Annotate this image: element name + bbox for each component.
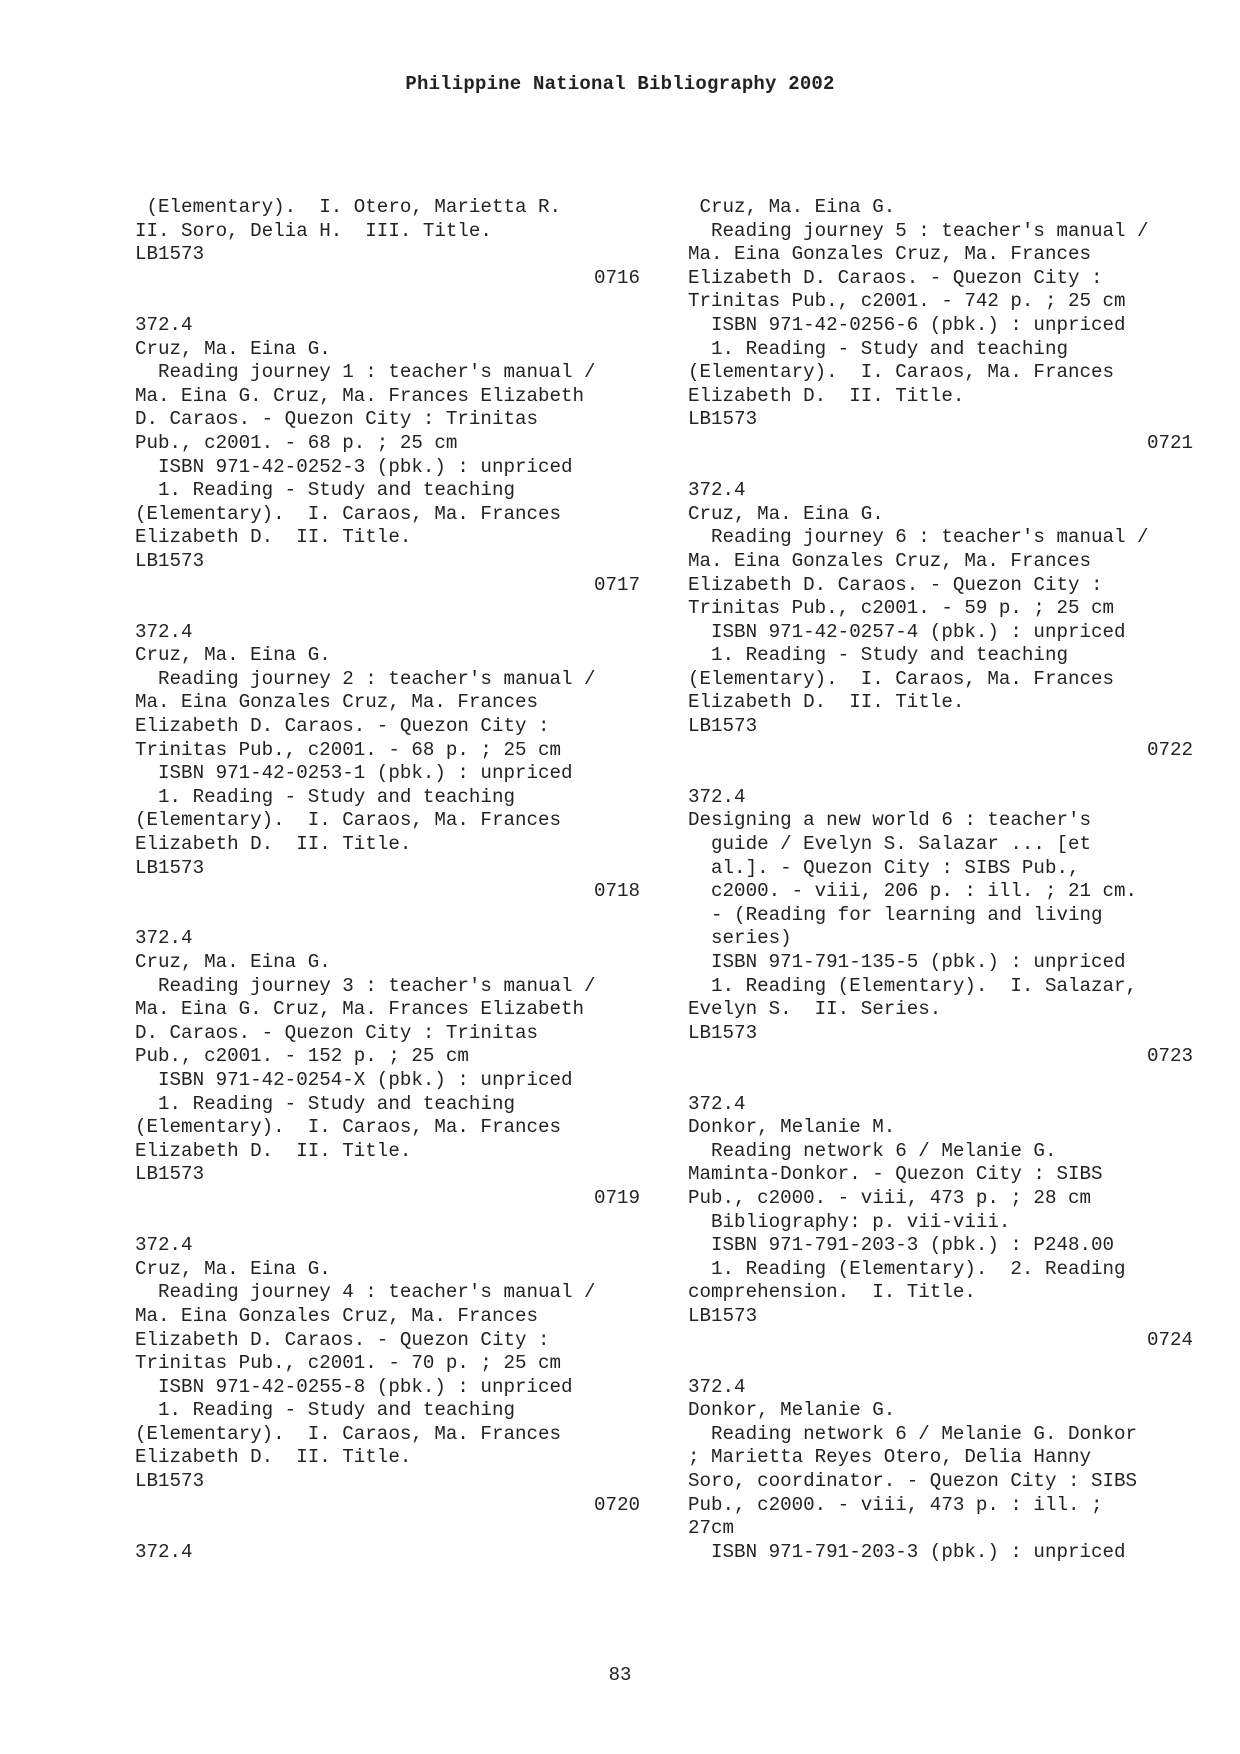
entry-line: series) xyxy=(688,927,792,950)
entry-line: Trinitas Pub., c2001. - 68 p. ; 25 cm xyxy=(135,738,562,761)
entry-line: 372.4 xyxy=(135,927,193,950)
entry-line: 372.4 xyxy=(135,620,193,643)
entry-line: ISBN 971-42-0256-6 (pbk.) : unpriced xyxy=(688,313,1126,336)
entry-line: Pub., c2001. - 68 p. ; 25 cm xyxy=(135,431,458,454)
entry-line: Ma. Eina Gonzales Cruz, Ma. Frances xyxy=(688,243,1092,266)
blank-line xyxy=(688,762,1193,786)
entry-line: (Elementary). I. Caraos, Ma. Frances xyxy=(135,1422,562,1445)
entry-line: c2000. - viii, 206 p. : ill. ; 21 cm. xyxy=(688,880,1138,903)
entry-line: 372.4 xyxy=(135,313,193,336)
entry-line: guide / Evelyn S. Salazar ... [et xyxy=(688,833,1092,856)
blank-line xyxy=(688,1069,1193,1093)
entry-line: Reading journey 1 : teacher's manual / xyxy=(135,361,596,384)
entry-line: Soro, coordinator. - Quezon City : SIBS xyxy=(688,1470,1138,1493)
entry-line: II. Soro, Delia H. III. Title. xyxy=(135,219,492,242)
entry-line: (Elementary). I. Caraos, Ma. Frances xyxy=(135,502,562,525)
blank-line xyxy=(688,1352,1193,1376)
page-title: Philippine National Bibliography 2002 xyxy=(405,73,835,95)
entry-line: Reading journey 6 : teacher's manual / xyxy=(688,526,1149,549)
entry-line: ISBN 971-42-0252-3 (pbk.) : unpriced xyxy=(135,455,573,478)
entry-line: LB1573 xyxy=(135,549,205,572)
entry-line: Ma. Eina G. Cruz, Ma. Frances Elizabeth xyxy=(135,998,585,1021)
blank-line xyxy=(135,290,640,314)
entry-line: Trinitas Pub., c2001. - 59 p. ; 25 cm xyxy=(688,597,1115,620)
entry-line: Pub., c2000. - viii, 473 p. : ill. ; xyxy=(688,1493,1103,1516)
entry-line: Cruz, Ma. Eina G. xyxy=(135,1257,331,1280)
entry-line: 1. Reading - Study and teaching xyxy=(688,644,1068,667)
entry-line: comprehension. I. Title. xyxy=(688,1281,976,1304)
entry-line: Elizabeth D. II. Title. xyxy=(688,691,965,714)
entry-line: ; Marietta Reyes Otero, Delia Hanny xyxy=(688,1446,1092,1469)
right-column xyxy=(688,196,1193,1564)
entry-line: LB1573 xyxy=(135,856,205,879)
entry-line: Cruz, Ma. Eina G. xyxy=(688,502,884,525)
entry-number: 0722 xyxy=(1146,738,1193,761)
entry-line: 1. Reading - Study and teaching xyxy=(135,1399,515,1422)
entry-line: ISBN 971-42-0253-1 (pbk.) : unpriced xyxy=(135,762,573,785)
entry-line: Reading network 6 / Melanie G. Donkor xyxy=(688,1422,1138,1445)
entry-line: 372.4 xyxy=(135,1540,193,1563)
entry-line: Elizabeth D. II. Title. xyxy=(135,833,412,856)
entry-line: Elizabeth D. Caraos. - Quezon City : xyxy=(688,266,1103,289)
entry-line: Elizabeth D. II. Title. xyxy=(135,1139,412,1162)
entry-line: Cruz, Ma. Eina G. xyxy=(135,337,331,360)
entry-line: - (Reading for learning and living xyxy=(688,903,1103,926)
entry-line: Ma. Eina Gonzales Cruz, Ma. Frances xyxy=(135,1304,539,1327)
entry-line: 372.4 xyxy=(688,785,746,808)
entry-line: 1. Reading - Study and teaching xyxy=(135,479,515,502)
entry-line: LB1573 xyxy=(135,243,205,266)
entry-line: Donkor, Melanie M. xyxy=(688,1116,896,1139)
entry-number: 0718 xyxy=(593,880,640,903)
entry-line: Ma. Eina G. Cruz, Ma. Frances Elizabeth xyxy=(135,384,585,407)
entry-line: 1. Reading (Elementary). 2. Reading xyxy=(688,1257,1126,1280)
blank-line xyxy=(135,904,640,928)
entry-number: 0720 xyxy=(593,1493,640,1516)
entry-line: (Elementary). I. Caraos, Ma. Frances xyxy=(135,809,562,832)
entry-line: ISBN 971-42-0255-8 (pbk.) : unpriced xyxy=(135,1375,573,1398)
entry-line: Reading network 6 / Melanie G. xyxy=(688,1139,1057,1162)
entry-line: Elizabeth D. Caraos. - Quezon City : xyxy=(135,1328,550,1351)
entry-number: 0716 xyxy=(593,266,640,289)
entry-line: (Elementary). I. Caraos, Ma. Frances xyxy=(135,1116,562,1139)
blank-line xyxy=(135,597,640,621)
entry-line: LB1573 xyxy=(688,1021,758,1044)
entry-line: LB1573 xyxy=(688,408,758,431)
entry-line: D. Caraos. - Quezon City : Trinitas xyxy=(135,408,539,431)
entry-line: ISBN 971-42-0254-X (pbk.) : unpriced xyxy=(135,1068,573,1091)
entry-line: D. Caraos. - Quezon City : Trinitas xyxy=(135,1021,539,1044)
entry-line: ISBN 971-791-203-3 (pbk.) : P248.00 xyxy=(688,1234,1115,1257)
entry-line: 372.4 xyxy=(688,1092,746,1115)
entry-line: (Elementary). I. Caraos, Ma. Frances xyxy=(688,667,1115,690)
blank-line xyxy=(135,1517,640,1541)
entry-line: Cruz, Ma. Eina G. xyxy=(135,951,331,973)
entry-line: (Elementary). I. Otero, Marietta R. xyxy=(135,196,562,218)
entry-line: 372.4 xyxy=(135,1234,193,1257)
entry-number: 0721 xyxy=(1146,431,1193,454)
entry-line: Cruz, Ma. Eina G. xyxy=(688,196,896,218)
entry-line: Donkor, Melanie G. xyxy=(688,1399,896,1422)
entry-line: 1. Reading (Elementary). I. Salazar, xyxy=(688,974,1138,997)
entry-line: Pub., c2001. - 152 p. ; 25 cm xyxy=(135,1045,469,1068)
left-column xyxy=(135,196,640,1564)
entry-line: Pub., c2000. - viii, 473 p. ; 28 cm xyxy=(688,1186,1092,1209)
entry-line: ISBN 971-42-0257-4 (pbk.) : unpriced xyxy=(688,620,1126,643)
entry-line: 372.4 xyxy=(688,1375,746,1398)
entry-line: Cruz, Ma. Eina G. xyxy=(135,644,331,667)
entry-line: 1. Reading - Study and teaching xyxy=(135,1092,515,1115)
entry-line: Reading journey 5 : teacher's manual / xyxy=(688,219,1149,242)
entry-line: LB1573 xyxy=(135,1470,205,1493)
blank-line xyxy=(135,1211,640,1235)
entry-line: Maminta-Donkor. - Quezon City : SIBS xyxy=(688,1163,1103,1186)
entry-line: Trinitas Pub., c2001. - 70 p. ; 25 cm xyxy=(135,1352,562,1375)
blank-line xyxy=(688,456,1193,480)
entry-line: Elizabeth D. II. Title. xyxy=(135,1446,412,1469)
entry-line: al.]. - Quezon City : SIBS Pub., xyxy=(688,856,1080,879)
entry-line: Designing a new world 6 : teacher's xyxy=(688,809,1092,832)
entry-number: 0717 xyxy=(593,573,640,596)
entry-line: Reading journey 4 : teacher's manual / xyxy=(135,1281,596,1304)
entry-number: 0719 xyxy=(593,1186,640,1209)
entry-number: 0724 xyxy=(1146,1328,1193,1351)
entry-line: LB1573 xyxy=(688,715,758,738)
entry-line: 372.4 xyxy=(688,479,746,502)
entry-line: Reading journey 2 : teacher's manual / xyxy=(135,667,596,690)
entry-line: 1. Reading - Study and teaching xyxy=(135,785,515,808)
entry-line: Evelyn S. II. Series. xyxy=(688,998,942,1021)
entry-line: LB1573 xyxy=(688,1304,758,1327)
entry-line: Bibliography: p. vii-viii. xyxy=(688,1210,1011,1233)
entry-line: 1. Reading - Study and teaching xyxy=(688,337,1068,360)
page-number: 83 xyxy=(608,1664,632,1686)
entry-line: ISBN 971-791-203-3 (pbk.) : unpriced xyxy=(688,1540,1126,1563)
entry-line: 27cm xyxy=(688,1517,735,1540)
entry-line: Elizabeth D. II. Title. xyxy=(135,526,412,549)
entry-line: Elizabeth D. Caraos. - Quezon City : xyxy=(135,715,550,738)
entry-line: ISBN 971-791-135-5 (pbk.) : unpriced xyxy=(688,951,1126,973)
entry-number: 0723 xyxy=(1146,1045,1193,1068)
entry-line: Ma. Eina Gonzales Cruz, Ma. Frances xyxy=(135,691,539,714)
entry-line: LB1573 xyxy=(135,1163,205,1186)
entry-line: (Elementary). I. Caraos, Ma. Frances xyxy=(688,361,1115,384)
entry-line: Trinitas Pub., c2001. - 742 p. ; 25 cm xyxy=(688,290,1126,313)
entry-line: Reading journey 3 : teacher's manual / xyxy=(135,974,596,997)
entry-line: Ma. Eina Gonzales Cruz, Ma. Frances xyxy=(688,549,1092,572)
entry-line: Elizabeth D. II. Title. xyxy=(688,384,965,407)
entry-line: Elizabeth D. Caraos. - Quezon City : xyxy=(688,573,1103,596)
